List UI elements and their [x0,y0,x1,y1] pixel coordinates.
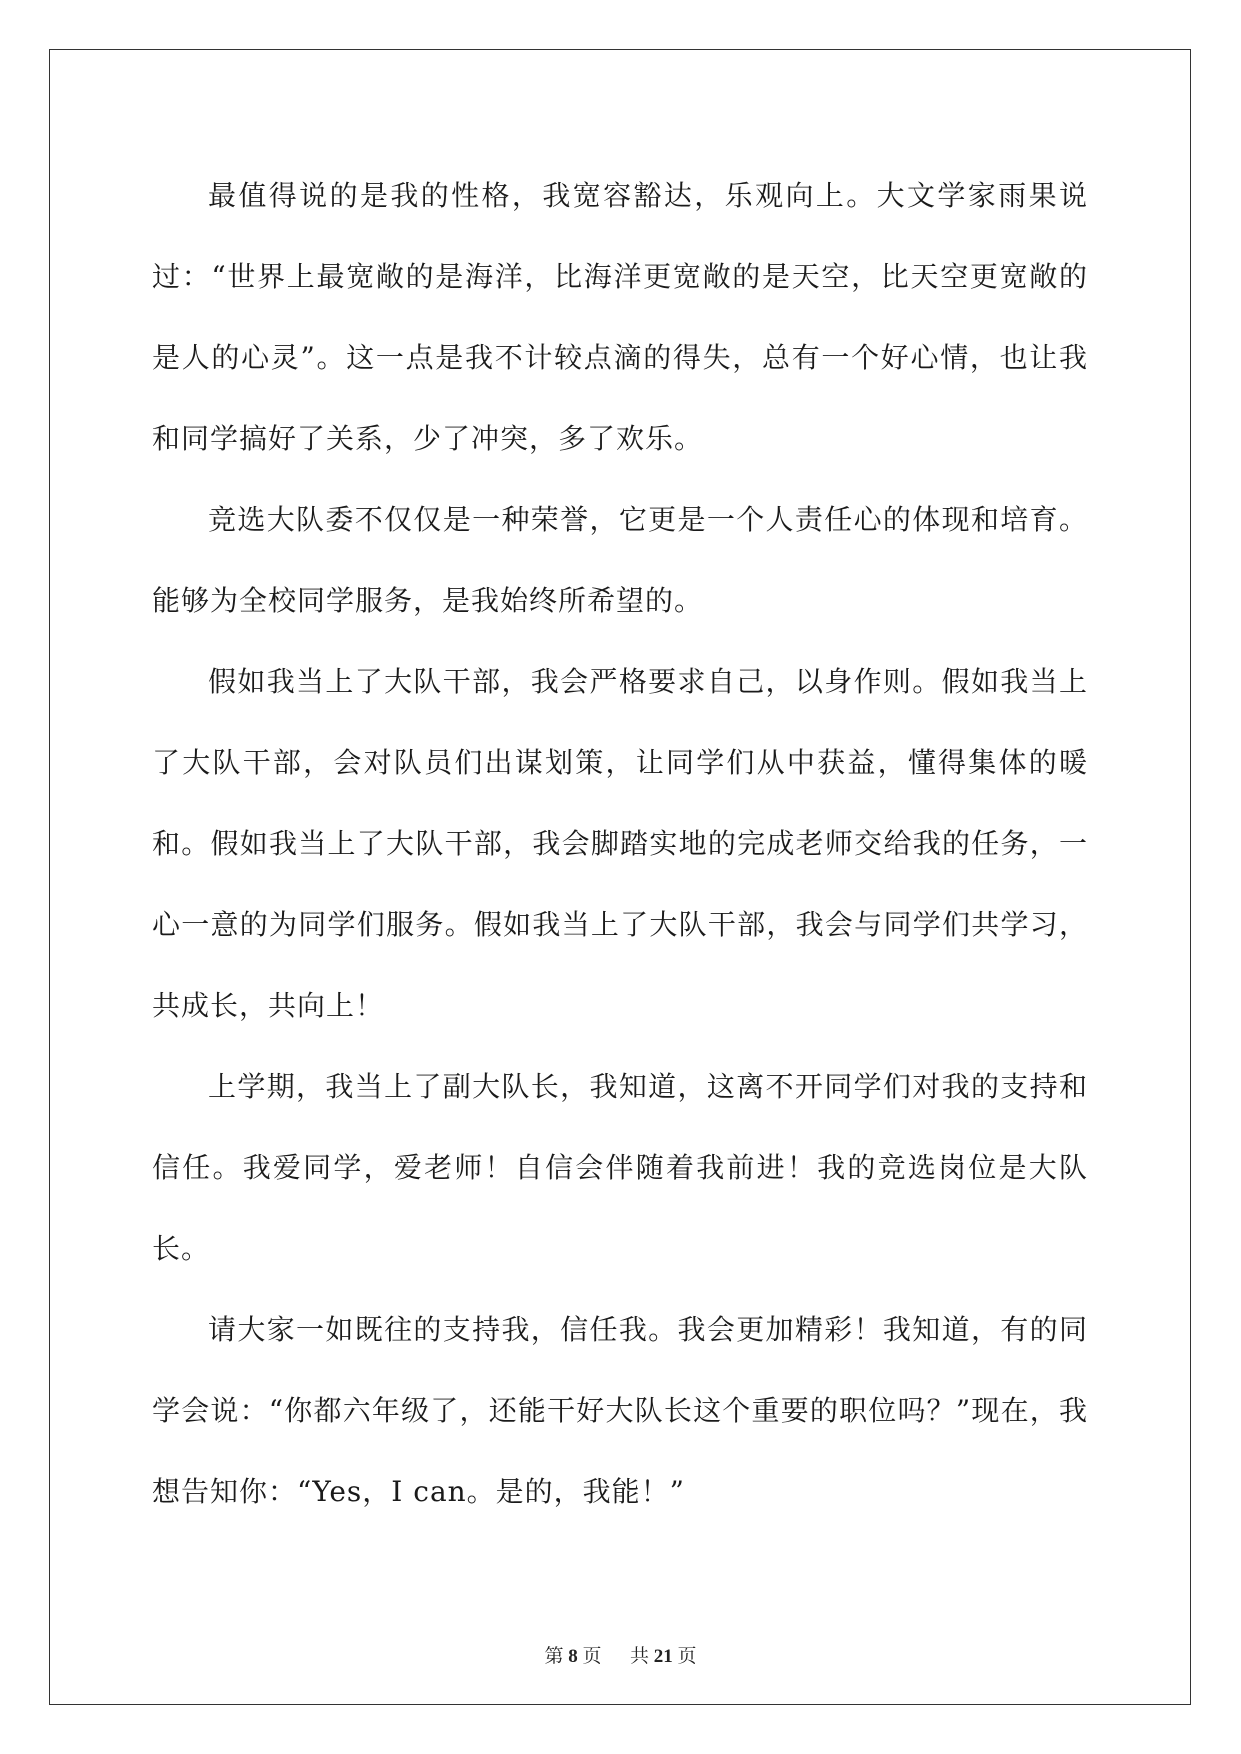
paragraph-3: 假如我当上了大队干部，我会严格要求自己，以身作则。假如我当上了大队干部，会对队员们出谋划策，让同学们从中获益，懂得集体的暖和。假如我当上了大队干部，我会脚踏实地的完成老师交给我的任务，一心一意的为同学们服务。假如我当上了大队干部，我会与同学们共学习，共成长，共向上！ [152,665,1088,1022]
paragraph-5: 请大家一如既往的支持我，信任我。我会更加精彩！我知道，有的同学会说：“你都六年级了，还能干好大队长这个重要的职位吗？”现在，我想告知你：“Yes，I can。是的，我能！” [152,1313,1088,1508]
paragraph-1: 最值得说的是我的性格，我宽容豁达，乐观向上。大文学家雨果说过：“世界上最宽敞的是海洋，比海洋更宽敞的是天空，比天空更宽敞的是人的心灵”。这一点是我不计较点滴的得失，总有一个好心情，也让我和同学搞好了关系，少了冲突，多了欢乐。 [152,179,1088,455]
page-prefix: 第 [544,1646,564,1667]
total-suffix: 页 [677,1646,697,1667]
page-suffix: 页 [582,1646,602,1667]
total-pages: 21 [653,1646,673,1667]
page-footer [0,1641,1241,1668]
paragraph-2: 竞选大队委不仅仅是一种荣誉，它更是一个人责任心的体现和培育。能够为全校同学服务，是我始终所希望的。 [152,503,1088,617]
document-body [152,155,1088,1532]
paragraph-4: 上学期，我当上了副大队长，我知道，这离不开同学们对我的支持和信任。我爱同学，爱老师！自信会伴随着我前进！我的竞选岗位是大队长。 [152,1070,1088,1265]
page-number: 8 [568,1646,578,1667]
total-prefix: 共 [630,1646,650,1667]
